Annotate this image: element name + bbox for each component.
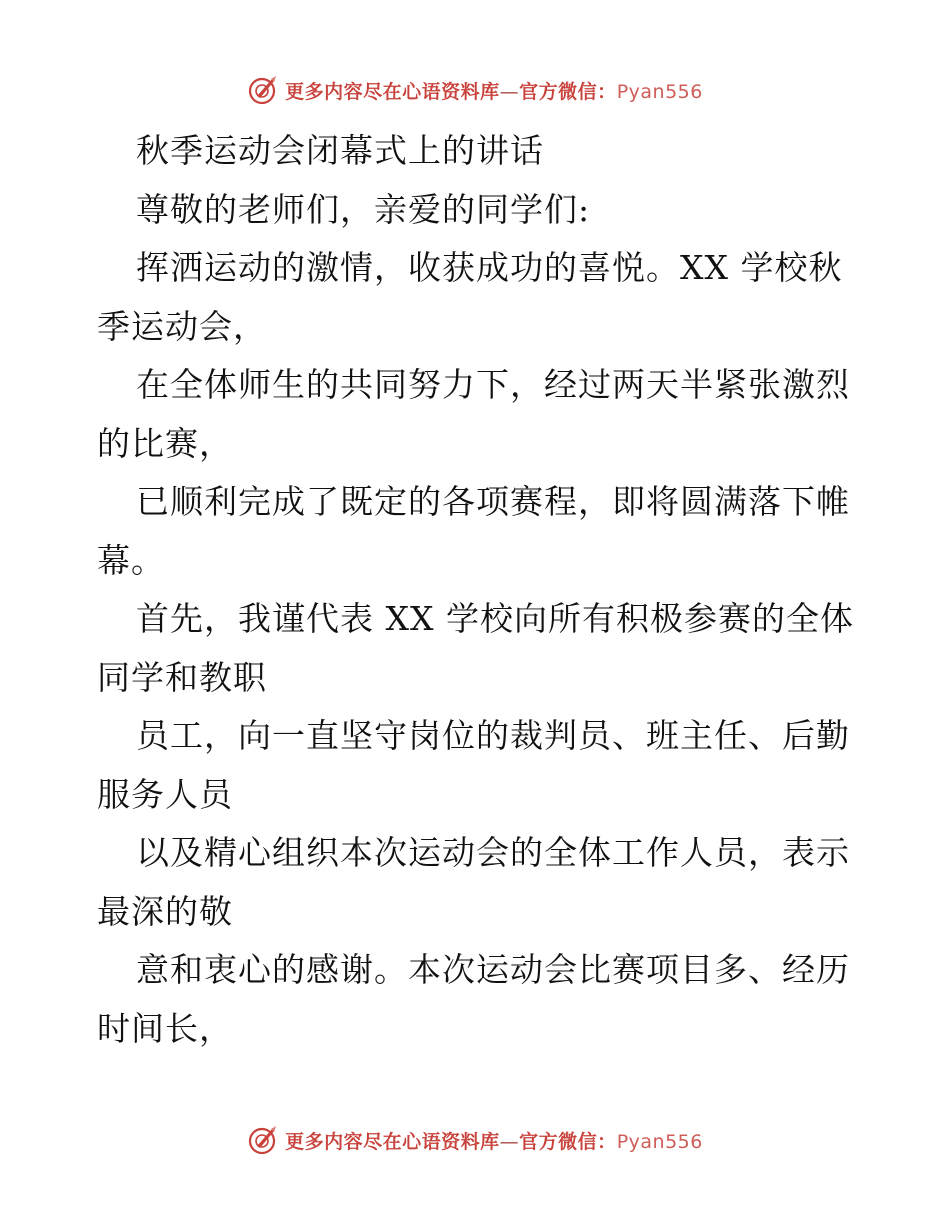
banner-brand: 更多内容尽在心语资料库 xyxy=(285,80,500,103)
header-banner-text xyxy=(285,77,703,104)
doc-line: 在全体师生的共同努力下，经过两天半紧张激烈 xyxy=(136,365,850,404)
doc-line: 已顺利完成了既定的各项赛程，即将圆满落下帷 xyxy=(136,482,850,521)
banner-dash: — xyxy=(499,1130,520,1153)
banner-official-label: 官方微信： xyxy=(519,80,617,103)
doc-line: 员工，向一直坚守岗位的裁判员、班主任、后勤 xyxy=(136,716,850,755)
banner-official-label: 官方微信： xyxy=(519,1130,617,1153)
doc-line: 服务人员 xyxy=(97,774,233,814)
doc-line: 最深的敬 xyxy=(97,891,233,931)
header-banner-inner xyxy=(247,74,703,106)
footer-banner xyxy=(0,1120,950,1160)
doc-line: 季运动会， xyxy=(97,306,267,346)
footer-banner-text xyxy=(285,1127,703,1154)
doc-title: 秋季运动会闭幕式上的讲话 xyxy=(136,131,544,170)
doc-line: 首先，我谨代表 XX 学校向所有积极参赛的全体 xyxy=(136,599,854,638)
document-body xyxy=(97,122,857,1058)
quill-logo-icon xyxy=(247,74,279,106)
doc-salutation: 尊敬的老师们，亲爱的同学们: xyxy=(136,189,591,229)
doc-line: 意和衷心的感谢。本次运动会比赛项目多、经历 xyxy=(136,950,850,989)
doc-line: 以及精心组织本次运动会的全体工作人员，表示 xyxy=(136,833,850,872)
banner-wechat-handle: Pyan556 xyxy=(616,1130,703,1153)
doc-line: 挥洒运动的激情，收获成功的喜悦。XX 学校秋 xyxy=(136,248,843,287)
banner-brand: 更多内容尽在心语资料库 xyxy=(285,1130,500,1153)
quill-logo-icon xyxy=(247,1124,279,1156)
banner-wechat-handle: Pyan556 xyxy=(616,80,703,103)
doc-line: 同学和教职 xyxy=(97,657,267,697)
doc-line: 时间长， xyxy=(97,1008,233,1048)
doc-line: 的比赛， xyxy=(97,423,233,463)
banner-dash: — xyxy=(499,80,520,103)
footer-banner-inner xyxy=(247,1124,703,1156)
header-banner xyxy=(0,70,950,110)
doc-line: 幕。 xyxy=(97,540,165,580)
